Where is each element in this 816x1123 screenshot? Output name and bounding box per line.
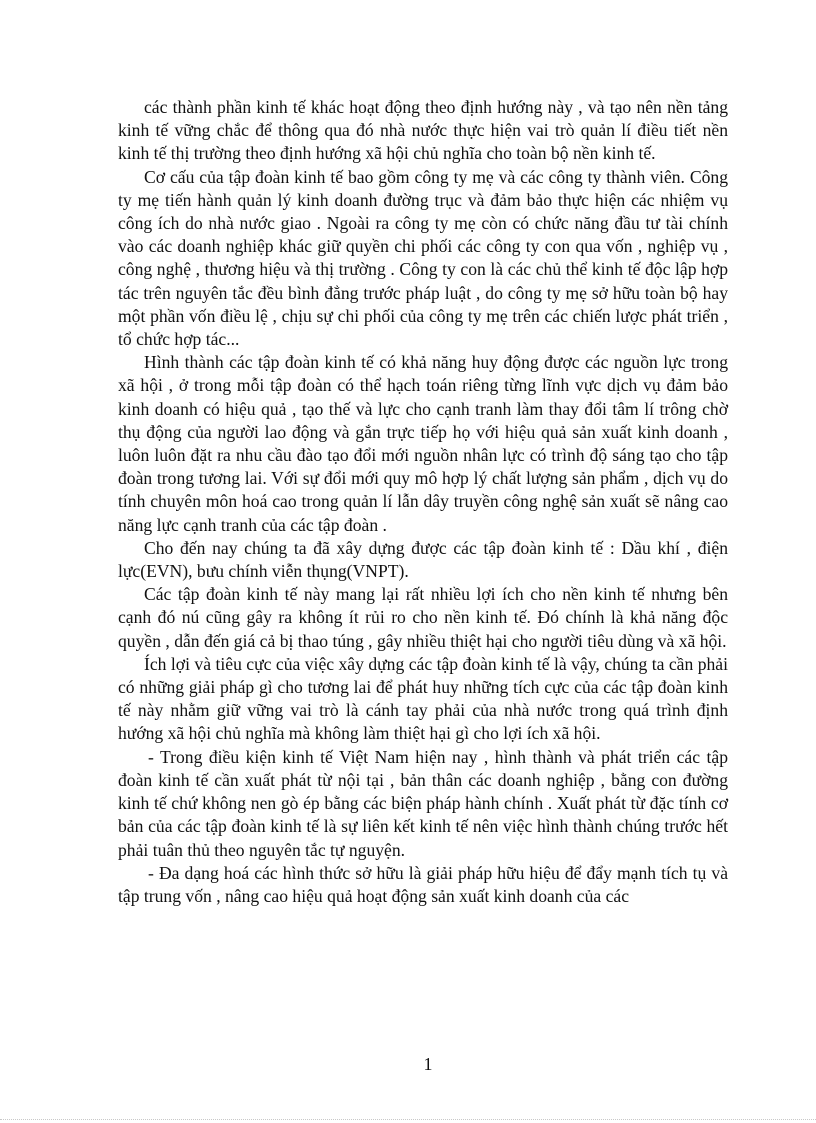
paragraph: Các tập đoàn kinh tế này mang lại rất nhiều lợi ích cho nền kinh tế nhưng bên cạnh đó nú cũng gây ra không ít rủi ro cho nền kinh tế. Đó chính là khả năng độc quyền , dẫn đến giá cả bị thao túng , gây nhiều thiệt hại cho người tiêu dùng và xã hội. [118, 584, 728, 651]
paragraph-dash-item: - Đa dạng hoá các hình thức sở hữu là giải pháp hữu hiệu để đẩy mạnh tích tụ và tập trung vốn , nâng cao hiệu quả hoạt động sản xuất kinh doanh của các [118, 862, 728, 906]
paragraph-dash-item: - Trong điều kiện kinh tế Việt Nam hiện nay , hình thành và phát triển các tập đoàn kinh tế cần xuất phát từ nội tại , bản thân các doanh nghiệp , bằng con đường kinh tế chứ không nen gò ép bằng các biện pháp hành chính . Xuất phát từ đặc tính cơ bản của các tập đoàn kinh tế là sự liên kết kinh tế nên việc hình thành chúng trước hết phải tuân thủ theo nguyên tắc tự nguyện. [118, 746, 728, 860]
paragraph: Cơ cấu của tập đoàn kinh tế bao gồm công ty mẹ và các công ty thành viên. Công ty mẹ tiến hành quản lý kinh doanh đường trục và đảm bảo thực hiện các nhiệm vụ công ích do nhà nước giao . Ngoài ra công ty mẹ còn có chức năng đầu tư tài chính vào các doanh nghiệp khác giữ quyền chi phối các công ty con qua vốn , nghiệp vụ , công nghệ , thương hiệu và thị trường . Công ty con là các chủ thể kinh tế độc lập hợp tác trên nguyên tắc đều bình đẳng trước pháp luật , do công ty mẹ sở hữu toàn bộ hay một phần vốn điều lệ , chịu sự chi phối của công ty mẹ trên các chiến lược phát triển , tổ chức hợp tác... [118, 166, 728, 350]
page-bottom-divider [0, 1119, 816, 1120]
page-number: 1 [423, 1054, 433, 1074]
paragraph: Hình thành các tập đoàn kinh tế có khả năng huy động được các nguồn lực trong xã hội , ở trong mỗi tập đoàn có thể hạch toán riêng từng lĩnh vực dịch vụ đảm bảo kinh doanh có hiệu quả , tạo thế và lực cho cạnh tranh làm thay đổi tâm lí trông chờ thụ động của người lao động và gắn trực tiếp họ với hiệu quả sản xuất kinh doanh , luôn luôn đặt ra nhu cầu đào tạo đổi mới nguồn nhân lực có trình độ sáng tạo cho tập đoàn trong tương lai. Với sự đổi mới quy mô hợp lý chất lượng sản phẩm , dịch vụ do tính chuyên môn hoá cao trong quản lí lẫn dây truyền công nghệ sản xuất sẽ nâng cao năng lực cạnh tranh của các tập đoàn . [118, 352, 728, 535]
paragraph: các thành phần kinh tế khác hoạt động theo định hướng này , và tạo nên nền tảng kinh tế vững chắc để thông qua đó nhà nước thực hiện vai trò quản lí điều tiết nền kinh tế thị trường theo định hướng xã hội chủ nghĩa cho toàn bộ nền kinh tế. [118, 97, 728, 164]
paragraph: Cho đến nay chúng ta đã xây dựng được các tập đoàn kinh tế : Dầu khí , điện lực(EVN), bưu chính viễn thụng(VNPT). [118, 537, 728, 582]
paragraph: Ích lợi và tiêu cực của việc xây dựng các tập đoàn kinh tế là vậy, chúng ta cần phải có những giải pháp gì cho tương lai để phát huy những tích cực của các tập đoàn kinh tế này nhằm giữ vững vai trò là cánh tay phải của nhà nước trong quá trình định hướng xã hội chủ nghĩa mà không làm thiệt hại gì cho lợi ích xã hội. [118, 653, 728, 744]
document-body [118, 96, 728, 908]
